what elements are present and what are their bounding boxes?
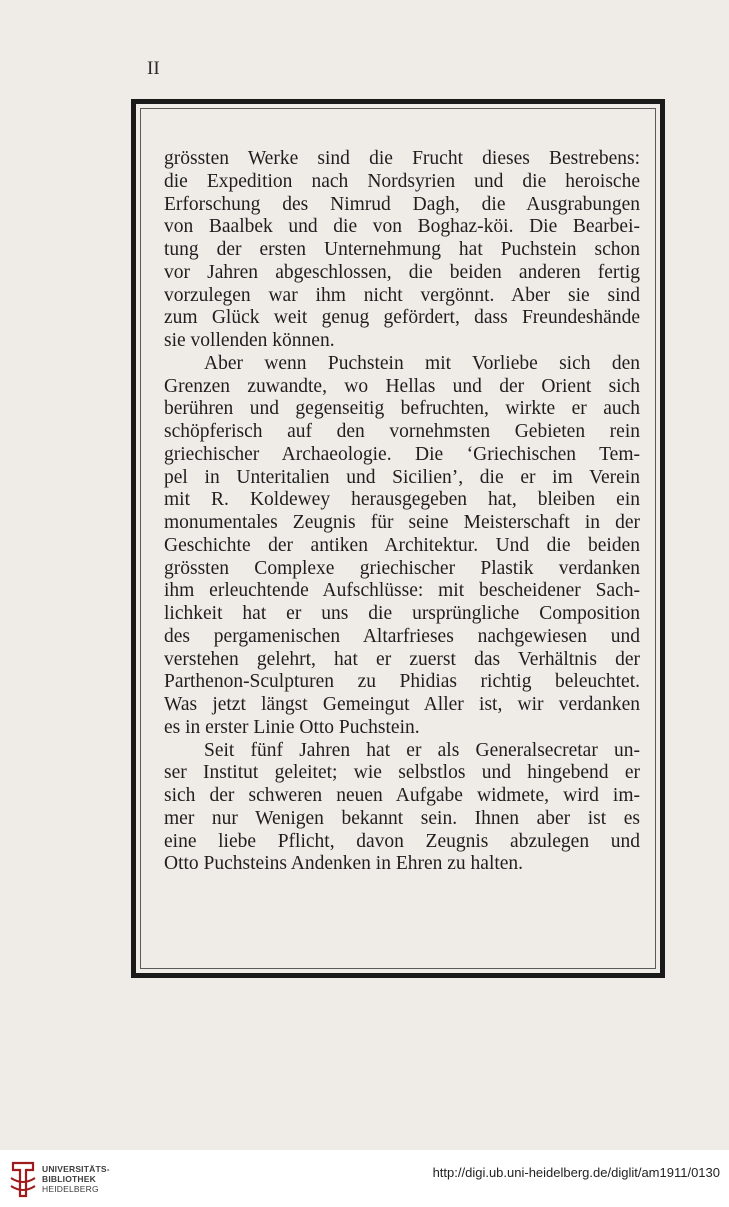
- text-line-paragraph-end: es in erster Linie Otto Puchstein.: [164, 716, 420, 738]
- permalink-url[interactable]: http://digi.ub.uni-heidelberg.de/diglit/am1911/0130: [432, 1165, 720, 1180]
- text-line: vor Jahren abgeschlossen, die beiden anderen fertig: [164, 261, 640, 283]
- text-line: ser Institut geleitet; wie selbstlos und hingebend er: [164, 762, 640, 784]
- body-text: [164, 148, 640, 876]
- text-line: Geschichte der antiken Architektur. Und die beiden: [164, 534, 640, 556]
- library-logo-icon: [8, 1160, 38, 1200]
- text-line: mer nur Wenigen bekannt sein. Ihnen aber ist es: [164, 807, 640, 829]
- text-line: grössten Complexe griechischer Plastik verdanken: [164, 557, 640, 579]
- library-name: [42, 1164, 110, 1194]
- text-line: griechischer Archaeologie. Die ‘Griechischen Tem-: [164, 443, 640, 465]
- text-line: Grenzen zuwandte, wo Hellas und der Orient sich: [164, 375, 640, 397]
- text-line: Was jetzt längst Gemeingut Aller ist, wir verdanken: [164, 694, 640, 715]
- text-line: zum Glück weit genug gefördert, dass Freundeshände: [164, 307, 640, 329]
- text-line: verstehen gelehrt, hat er zuerst das Verhältnis der: [164, 648, 640, 670]
- text-line: schöpferisch auf den vornehmsten Gebieten rein: [164, 421, 640, 442]
- text-line: mit R. Koldewey herausgegeben hat, bleiben ein: [164, 489, 640, 511]
- text-line: tung der ersten Unternehmung hat Puchstein schon: [164, 239, 640, 260]
- text-line: monumentales Zeugnis für seine Meisterschaft in der: [164, 512, 640, 533]
- text-line: ihm erleuchtende Aufschlüsse: mit bescheidener Sach-: [164, 580, 640, 602]
- text-line: Parthenon-Sculpturen zu Phidias richtig beleuchtet.: [164, 671, 640, 693]
- library-name-line: HEIDELBERG: [42, 1184, 99, 1194]
- text-line: von Baalbek und die von Boghaz-köi. Die Bearbei-: [164, 216, 640, 238]
- text-line: sich der schweren neuen Aufgabe widmete, wird im-: [164, 785, 640, 806]
- text-line: Erforschung des Nimrud Dagh, die Ausgrabungen: [164, 193, 640, 215]
- text-line: die Expedition nach Nordsyrien und die heroische: [164, 170, 640, 192]
- text-line: grössten Werke sind die Frucht dieses Bestrebens:: [164, 148, 640, 169]
- text-line: vorzulegen war ihm nicht vergönnt. Aber sie sind: [164, 284, 640, 306]
- text-line-paragraph-start: Aber wenn Puchstein mit Vorliebe sich den: [204, 352, 640, 374]
- text-line: des pergamenischen Altarfrieses nachgewiesen und: [164, 625, 640, 647]
- library-name-line: UNIVERSITÄTS-: [42, 1164, 110, 1174]
- text-line: pel in Unteritalien und Sicilien’, die er im Verein: [164, 466, 640, 488]
- text-line: lichkeit hat er uns die ursprüngliche Composition: [164, 603, 640, 624]
- text-line: eine liebe Pflicht, davon Zeugnis abzulegen und: [164, 830, 640, 852]
- text-line-paragraph-end: sie vollenden können.: [164, 330, 335, 351]
- page-number: II: [147, 58, 160, 79]
- text-line-paragraph-start: Seit fünf Jahren hat er als Generalsecretar un-: [204, 739, 640, 761]
- viewer-footer: [0, 1150, 729, 1207]
- text-line: berühren und gegenseitig befruchten, wirkte er auch: [164, 398, 640, 420]
- library-name-line: BIBLIOTHEK: [42, 1174, 96, 1184]
- text-line-paragraph-end: Otto Puchsteins Andenken in Ehren zu halten.: [164, 853, 524, 875]
